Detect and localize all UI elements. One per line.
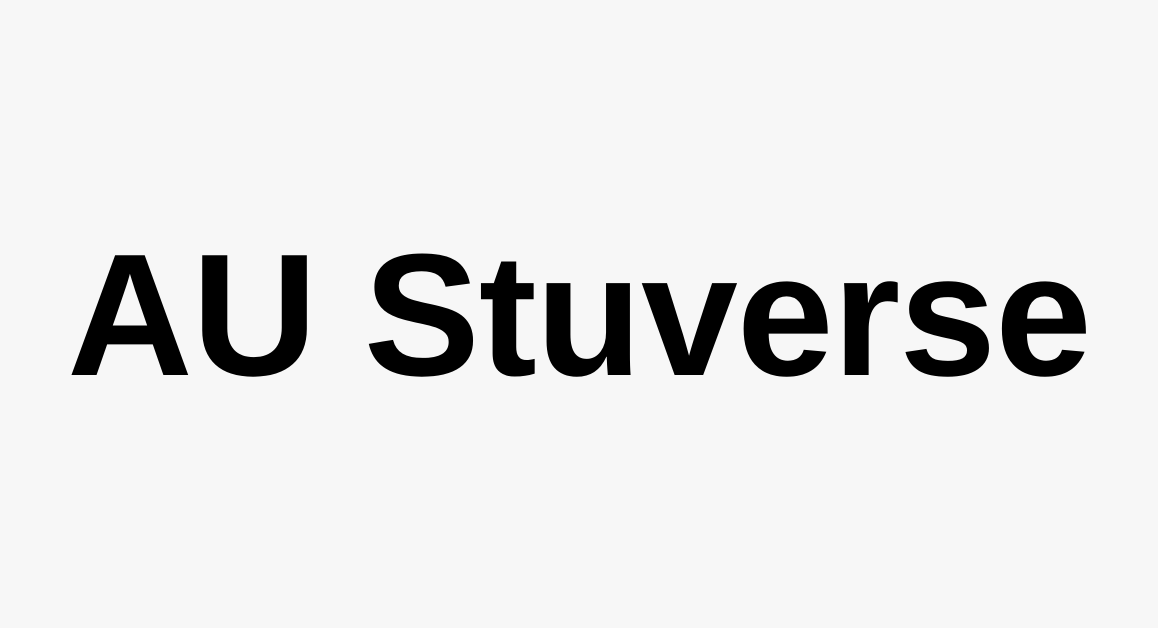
page-title: AU Stuverse: [67, 217, 1091, 412]
